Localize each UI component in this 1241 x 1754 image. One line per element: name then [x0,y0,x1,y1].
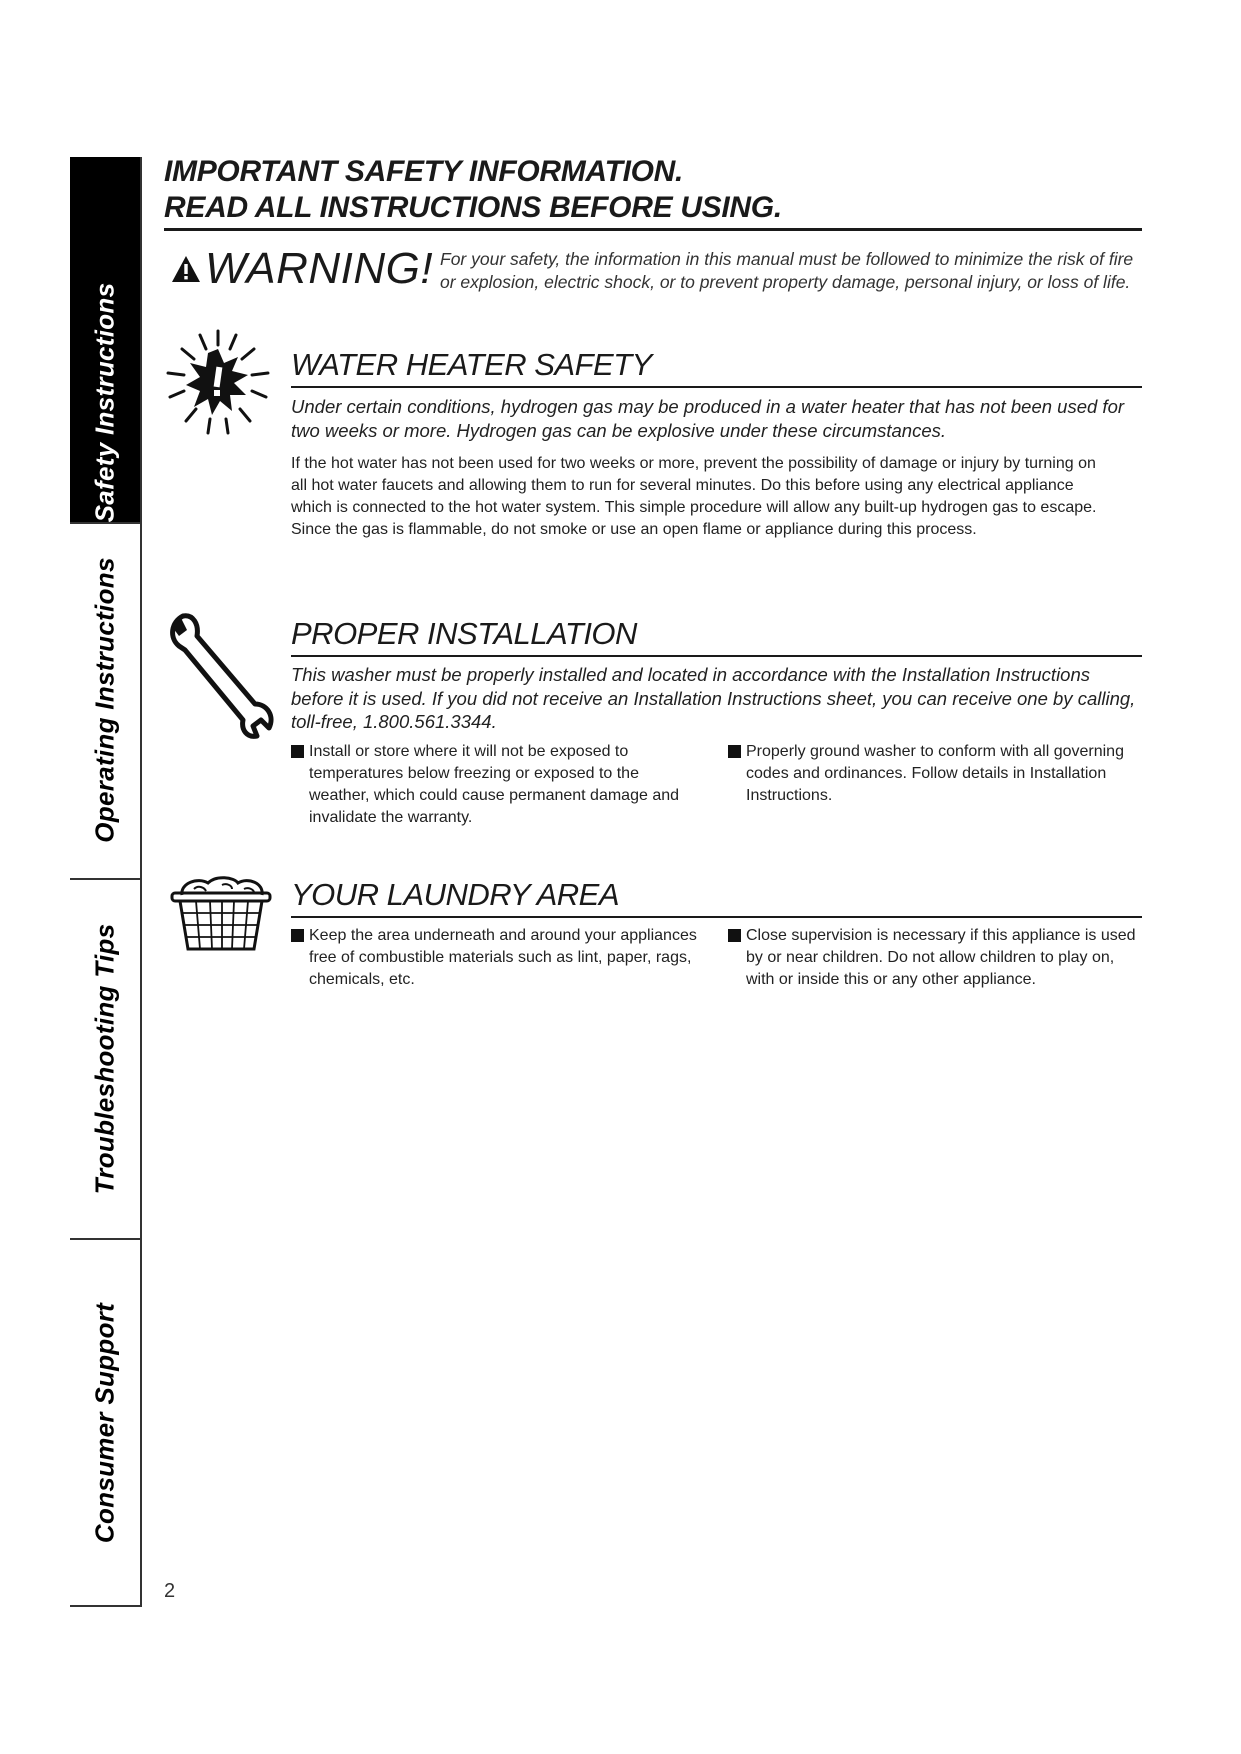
page-number: 2 [164,1580,176,1602]
water-heater-heading: WATER HEATER SAFETY [291,347,652,382]
laundry-basket-icon [168,875,274,955]
title-divider [164,228,1142,231]
warning-text: For your safety, the information in this manual must be followed to minimize the risk of fire or explosion, electric shock, or to prevent property damage, personal injury, or loss of life. [440,249,1134,292]
warning-label: WARNING! [205,244,434,293]
laundry-bullet-1 [291,925,697,991]
laundry-divider [291,916,1142,918]
tab-troubleshooting-tips-label: Troubleshooting Tips [89,923,120,1195]
bullet-square-icon [291,745,304,758]
laundry-heading: YOUR LAUNDRY AREA [291,877,619,912]
water-heater-lead: Under certain conditions, hydrogen gas may be produced in a water heater that has not been used for two weeks or more. Hydrogen gas can be explosive under these circumstances. [291,396,1125,441]
installation-bullet-2-text: Properly ground washer to conform with all governing codes and ordinances. Follow details in Installation Instructions. [746,743,1124,804]
warning-badge [171,244,433,294]
tab-operating-instructions[interactable] [70,522,140,880]
page-title-line2: READ ALL INSTRUCTIONS BEFORE USING. [164,191,782,224]
tab-operating-instructions-label: Operating Instructions [89,557,120,843]
bullet-square-icon [728,745,741,758]
laundry-bullet-2-text: Close supervision is necessary if this appliance is used by or near children. Do not allow children to play on, with or inside this or any other appliance. [746,927,1136,988]
installation-bullet-1 [291,741,697,829]
page-title [164,154,782,226]
laundry-bullet-2 [728,925,1146,991]
installation-lead: This washer must be properly installed and located in accordance with the Installation Instructions before it is used. If you did not receive an Installation Instructions sheet, you can receive one by calling, toll-free, 1.800.561.3344. [291,664,1136,732]
tab-consumer-support-label: Consumer Support [89,1302,120,1543]
wrench-icon [165,610,275,740]
page-title-line1: IMPORTANT SAFETY INFORMATION. [164,155,684,188]
tab-safety-instructions-label: Safety Instructions [89,282,120,523]
installation-bullet-1-text: Install or store where it will not be exposed to temperatures below freezing or exposed to the weather, which could cause permanent damage and invalidate the warranty. [309,743,680,826]
explosion-icon [160,325,276,441]
tab-consumer-support[interactable] [70,1240,140,1607]
installation-bullet-2 [728,741,1146,807]
bullet-square-icon [728,929,741,942]
bullet-square-icon [291,929,304,942]
water-heater-body: If the hot water has not been used for two weeks or more, prevent the possibility of damage or injury by turning on all hot water faucets and allowing them to run for several minutes. Do this before using any electrical appliance which is connected to the hot water system. This simple procedure will allow any built-up hydrogen gas to escape. Since the gas is flammable, do not smoke or use an open flame or appliance during this process. [291,455,1097,538]
tab-troubleshooting-tips[interactable] [70,880,140,1240]
side-tabs [70,157,142,1607]
installation-heading: PROPER INSTALLATION [291,616,637,651]
laundry-bullet-1-text: Keep the area underneath and around your appliances free of combustible materials such as lint, paper, rags, chemicals, etc. [309,927,697,988]
warning-triangle-icon [171,255,201,283]
water-heater-divider [291,386,1142,388]
installation-divider [291,655,1142,657]
tab-safety-instructions[interactable] [70,157,140,524]
